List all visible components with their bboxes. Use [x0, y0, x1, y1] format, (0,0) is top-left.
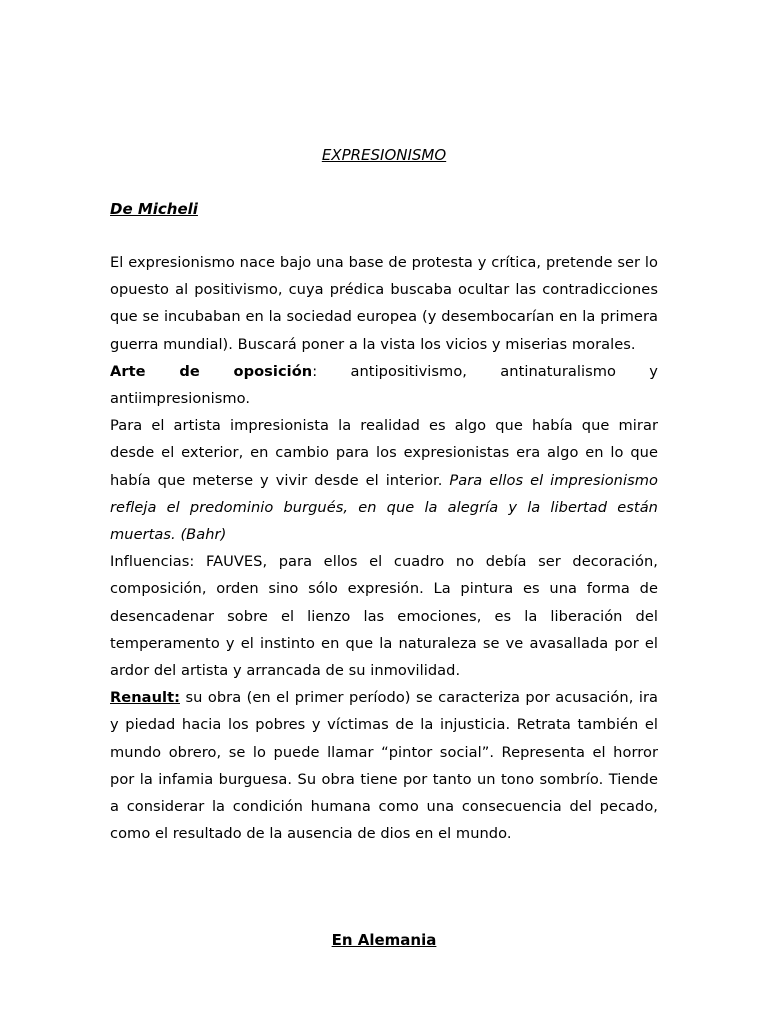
document-title: EXPRESIONISMO — [321, 146, 447, 164]
paragraph-arte-continuation: antiimpresionismo. — [110, 390, 251, 408]
paragraph-influencias: Influencias: FAUVES, para ellos el cuadro no debía ser decoración, composición, orden sino sólo expresión. La pintura es una forma de desencadenar sobre el lienzo las emociones, es la liberación del temperamento y el instinto en que la naturaleza se ve avasallada por el ardor del artista y arrancada de su inmovilidad. — [110, 553, 658, 680]
paragraph-impresionista — [110, 412, 658, 548]
renault-label: Renault: — [110, 689, 180, 707]
arte-list: : antipositivismo, antinaturalismo y — [312, 362, 658, 380]
impresionista-text: Para el artista impresionista la realidad es algo que había que mirar desde el exterior, en cambio para los expresionistas era algo en lo que había que meterse y vivir desde el interior. — [110, 417, 658, 489]
section-heading-alemania: En Alemania — [331, 931, 437, 949]
paragraph-arte-line — [110, 358, 658, 385]
arte-label: Arte de oposición — [110, 362, 313, 380]
paragraph-intro: El expresionismo nace bajo una base de protesta y crítica, pretende ser lo opuesto al positivismo, cuya prédica buscaba ocultar las contradicciones que se incubaban en la sociedad europea (y desembocarían en la primera guerra mundial). Buscará poner a la vista los vicios y miserias morales. — [110, 254, 658, 353]
paragraph-renault — [110, 684, 658, 847]
document-body — [110, 249, 658, 847]
renault-text: su obra (en el primer período) se caracteriza por acusación, ira y piedad hacia los pobres y víctimas de la injusticia. Retrata también el mundo obrero, se lo puede llamar “pintor social”. Representa el horror por la infamia burguesa. Su obra tiene por tanto un tono sombrío. Tiende a considerar la condición humana como una consecuencia del pecado, como el resultado de la ausencia de dios en el mundo. — [110, 689, 658, 843]
author-heading: De Micheli — [110, 200, 198, 218]
bahr-quote: Para ellos el impresionismo refleja el predominio burgués, en que la alegría y la libertad están muertas. (Bahr) — [110, 471, 658, 544]
